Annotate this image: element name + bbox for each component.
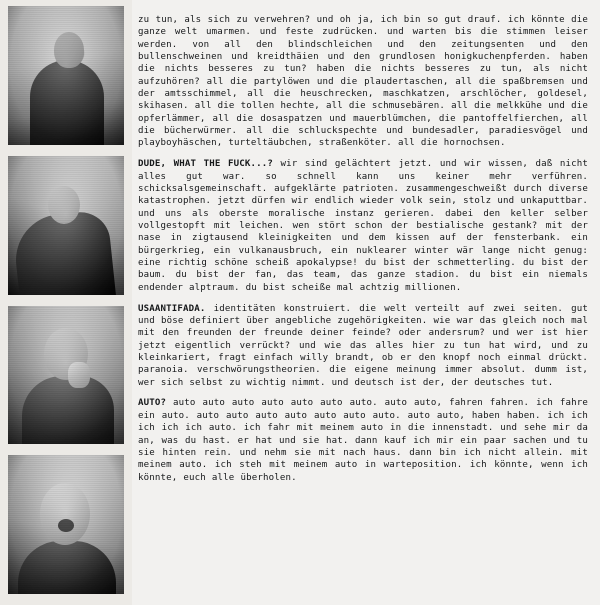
photo-column [0,0,132,605]
photo-portrait-hand [8,306,124,445]
paragraph-3-text: identitäten konstruiert. die welt verteilt auf zwei seiten. gut und böse definiert über angebliche zugehörigkeiten. wie war das gleich noch mal mit den freunden der freunde deiner feinde? oder andersrum? und wer ist hier jetzt eigentlich verrückt? und wie das alles hier zu tun hat wird, und zu kleinkariert, fragt einfach willy brandt, ob er den knopf noch einmal drückt. paranoia. verschwörungstheorien. die eigene meinung immer absolut. dumm ist, wer sich selbst zu wichtig nimmt. und deutsch ist der, der deutsches tut. [138,303,588,388]
photo-seated-figure [8,6,124,145]
paragraph-3 [138,303,588,389]
photo-grain [8,306,124,445]
paragraph-2-text: wir sind gelächtert jetzt. und wir wissen, daß nicht alles gut war. so schnell kann uns keiner mehr verführen. schicksalsgemeinschaft. aufgeklärte patrioten. zusammengeschweißt durch diverse katastrophen. jetzt dürfen wir endlich wieder volk sein, stolz und unkaputtbar. und uns als oberste moralische instanz gerieren. dabei den keller selber vollgestopft mit leichen. wen stört schon der bestialische gestank? mit der nase in zigtausend kleinigkeiten und dem kissen auf der fensterbank. ein bürgerkrieg, ein vulkanausbruch, ein nuklearer winter wär lange nicht genug: eine richtig schöne scheiß apokalypse! du bist der schmetterling. du bist der baum. du bist der fan, das team, das ganze stadion. du bist ein niemals endender alptraum. du bist scheiße mal achtzig millionen. [138,159,588,293]
paragraph-3-lead: USAANTIFADA. [138,303,206,314]
photo-shouting-face [8,455,124,594]
photo-grain [8,6,124,145]
paragraph-2-lead: DUDE, WHAT THE FUCK...? [138,159,273,170]
photo-leaning-figure [8,156,124,295]
paragraph-4 [138,397,588,483]
paragraph-4-lead: AUTO? [138,398,167,409]
photo-grain [8,156,124,295]
paragraph-1-text: zu tun, als sich zu verwehren? und oh ja, ich bin so gut drauf. ich könnte die ganze welt umarmen. und feste zudrücken. und warten bis die stimmen leiser werden. von all den blindschleichen und den zeitungsenten und den bullenschweinen und kreidthäien und den grundlosen honigkuchenpferden. haben die nichts besseres zu tun? haben die nichts besseres zu tun, als nicht aufzuhören? all die partylöwen und die plaudertaschen, all die spaßbremsen und der amtsschimmel, all die heuschrecken, maschkatzen, arschlöcher, goldesel, skihasen. all die tollen hechte, all die schmusebären. all die melkkühe und die opferlämmer, all die dosaspatzen und mauerblümchen, die pantoffelfierchen, all die bücherwürmer. all die schluckspechte und bundesadler, paradiesvögel und playboyhäschen, turteltäubchen, straßenköter. all die hornochsen. [138,15,588,149]
paragraph-1 [138,14,588,150]
photo-grain [8,455,124,594]
text-column [132,0,600,605]
paragraph-4-text: auto auto auto auto auto auto auto. auto auto, fahren fahren. ich fahre ein auto. auto auto auto auto auto auto auto. auto auto, haben haben. ich ich ich ich ich auto. ich fahr mit meinem auto in die innenstadt. und sehe mir da an, was du hast. er hat und sie hat. dann kauf ich mir ein paar sachen und tu sie hinten rein. und nehm sie mit nach haus. dann bin ich nicht allein. mit meinem auto. ich steh mit meinem auto in warteposition. ich könnte, wenn ich könnte, euch alle überholen. [138,398,588,483]
paragraph-2 [138,158,588,294]
